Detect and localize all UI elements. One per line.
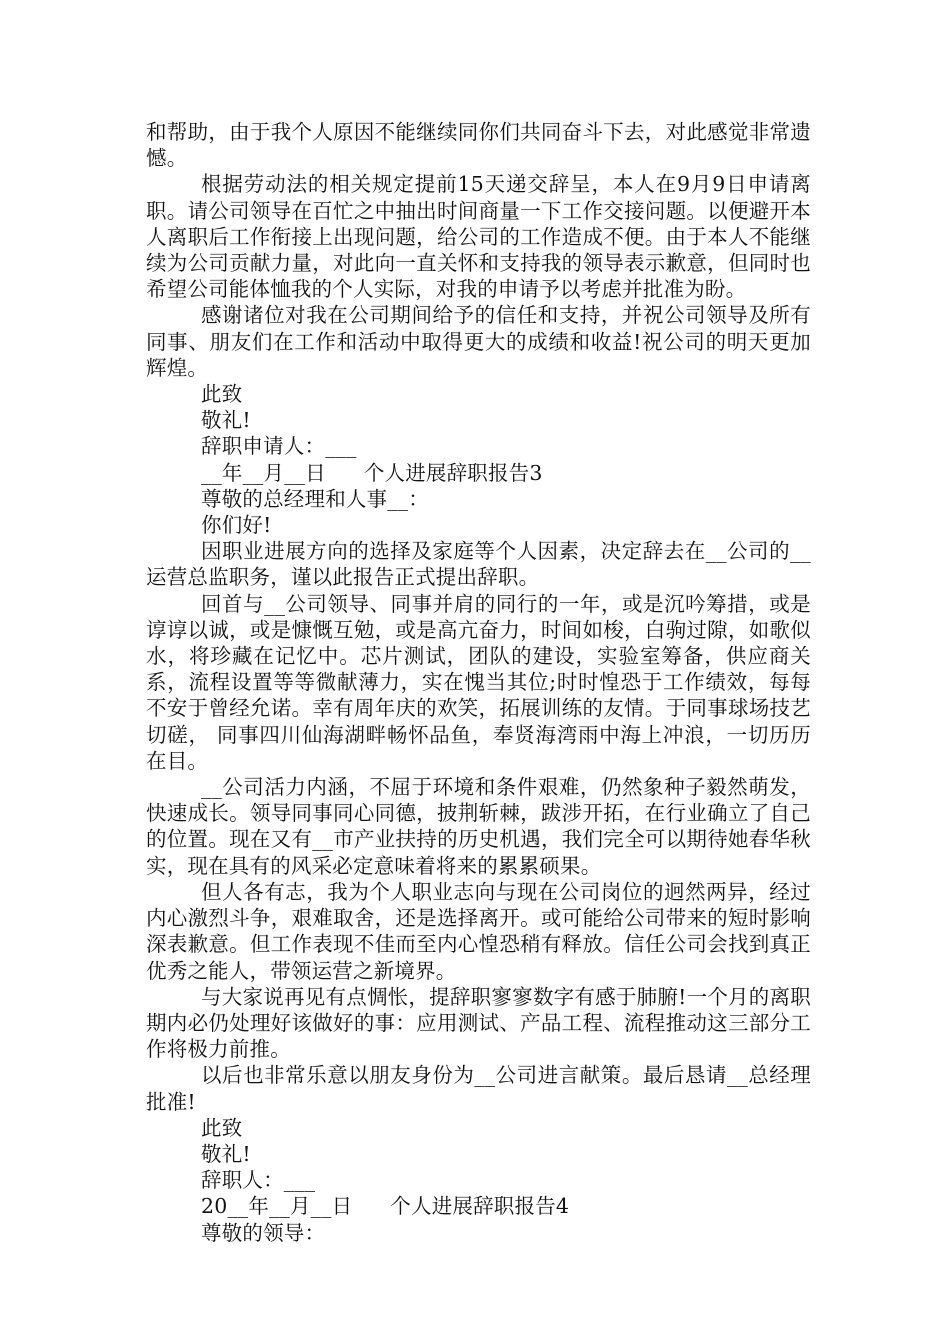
- closing-regards-2: 敬礼!: [201, 1141, 251, 1166]
- date-line-3: [146, 460, 811, 486]
- paragraph-1: 和帮助，由于我个人原因不能继续同你们共同奋斗下去，对此感觉非常遗憾。: [146, 120, 811, 171]
- closing-salutation: 此致: [201, 382, 243, 407]
- date-text: __年__月__日: [201, 460, 326, 485]
- section-heading-4: 个人进展辞职报告4: [390, 1194, 570, 1219]
- paragraph-3: 感谢诸位对我在公司期间给予的信任和支持，并祝公司领导及所有同事、朋友们在工作和活动中取得更大的成绩和收益!祝公司的明天更加辉煌。: [146, 303, 811, 380]
- greeting: 你们好!: [201, 513, 272, 538]
- applicant-signature: 辞职申请人：___: [201, 434, 357, 459]
- paragraph-request: 以后也非常乐意以朋友身份为__公司进言献策。最后恳请__总经理批准!: [146, 1063, 811, 1114]
- paragraph-2: 根据劳动法的相关规定提前15天递交辞呈，本人在9月9日申请离职。请公司领导在百忙之中抽出时间商量一下工作交接问题。以便避开本人离职后工作衔接上出现问题，给公司的工作造成不便。由于本人不能继续为公司贡献力量，对此向一直关怀和支持我的领导表示歉意，但同时也希望公司能体恤我的个人实际，对我的申请予以考虑并批准为盼。: [146, 172, 811, 302]
- paragraph-review: 回首与__公司领导、同事并肩的同行的一年，或是沉吟筹措，或是谆谆以诚，或是慷慨互勉，或是高亢奋力，时间如梭，白驹过隙，如歌似水，将珍藏在记忆中。芯片测试，团队的建设，实验室筹备，供应商关系，流程设置等等微献薄力，实在愧当其位;时时惶恐于工作绩效，每每不安于曾经允诺。幸有周年庆的欢笑，拓展训练的友情。于同事球场技艺切磋， 同事四川仙海湖畔畅怀品鱼，奉贤海湾雨中海上冲浪，一切历历在目。: [146, 591, 811, 773]
- closing-salutation-2: 此致: [201, 1115, 243, 1140]
- paragraph-company: __公司活力内涵，不屈于环境和条件艰难，仍然象种子毅然萌发，快速成长。领导同事同心同德，披荆斩棘，跋涉开拓，在行业确立了自己的位置。现在又有__市产业扶持的历史机遇，我们完全可以期待她春华秋实，现在具有的风采必定意味着将来的累累硕果。: [146, 775, 811, 878]
- paragraph-decision: 但人各有志，我为个人职业志向与现在公司岗位的迥然两异，经过内心激烈斗争，艰难取舍，还是选择离开。或可能给公司带来的短时影响深表歉意。但工作表现不佳而至内心惶恐稍有释放。信任公司会找到真正优秀之能人，带领运营之新境界。: [146, 879, 811, 983]
- resigner-signature: 辞职人：___: [201, 1168, 316, 1193]
- document-page: [146, 119, 811, 1246]
- addressee-2: 尊敬的领导：: [201, 1220, 326, 1245]
- paragraph-farewell: 与大家说再见有点惆怅，提辞职寥寥数字有感于肺腑!一个月的离职期内必仍处理好该做好的事：应用测试、产品工程、流程推动这三部分工作将极力前推。: [146, 984, 811, 1062]
- paragraph-reason: 因职业进展方向的选择及家庭等个人因素，决定辞去在__公司的__运营总监职务，谨以此报告正式提出辞职。: [146, 539, 811, 590]
- section-heading-3: 个人进展辞职报告3: [363, 460, 543, 485]
- addressee: 尊敬的总经理和人事__：: [201, 486, 429, 511]
- date-line-4: [146, 1193, 811, 1219]
- date-text-2: 20__年__月__日: [201, 1194, 353, 1219]
- closing-regards: 敬礼!: [201, 408, 251, 433]
